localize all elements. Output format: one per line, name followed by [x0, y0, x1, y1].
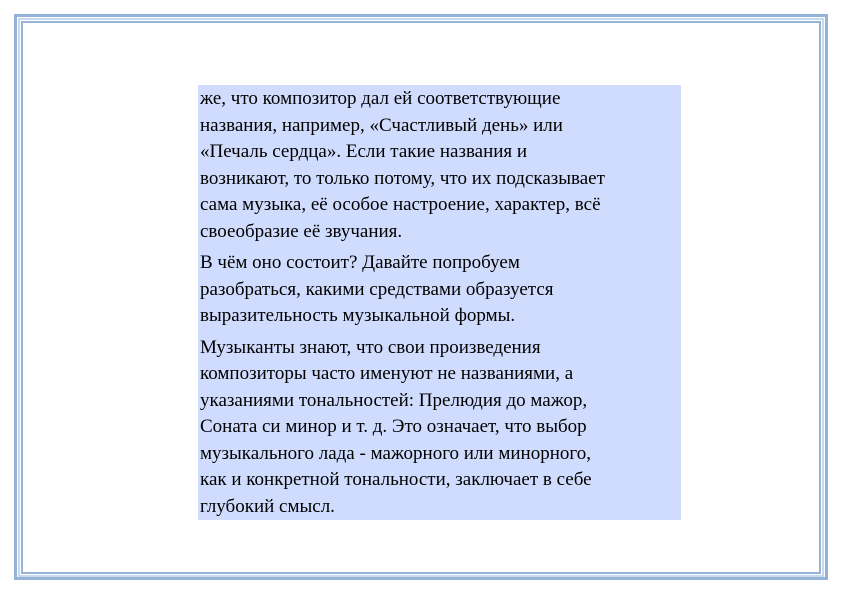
- text-box: [198, 85, 681, 520]
- paragraph-3: Музыканты знают, что свои произведения композиторы часто именуют не названиями, а указаниями тональностей: Прелюдия до мажор, Соната си минор и т. д. Это означает, что выбор музыкального лада - мажорного или минорного, как и конкретной тональности, заключает в себе глубокий смысл.: [200, 336, 592, 517]
- paragraph-2: В чём оно состоит? Давайте попробуем разобраться, какими средствами образуется выразительность музыкальной формы.: [200, 252, 554, 326]
- paragraph-1: же, что композитор дал ей соответствующие названия, например, «Счастливый день» или «Печаль сердца». Если такие названия и возникают, то только потому, что их подсказывает сама музыка, её особое настроение, характер, всё своеобразие её звучания.: [200, 88, 605, 242]
